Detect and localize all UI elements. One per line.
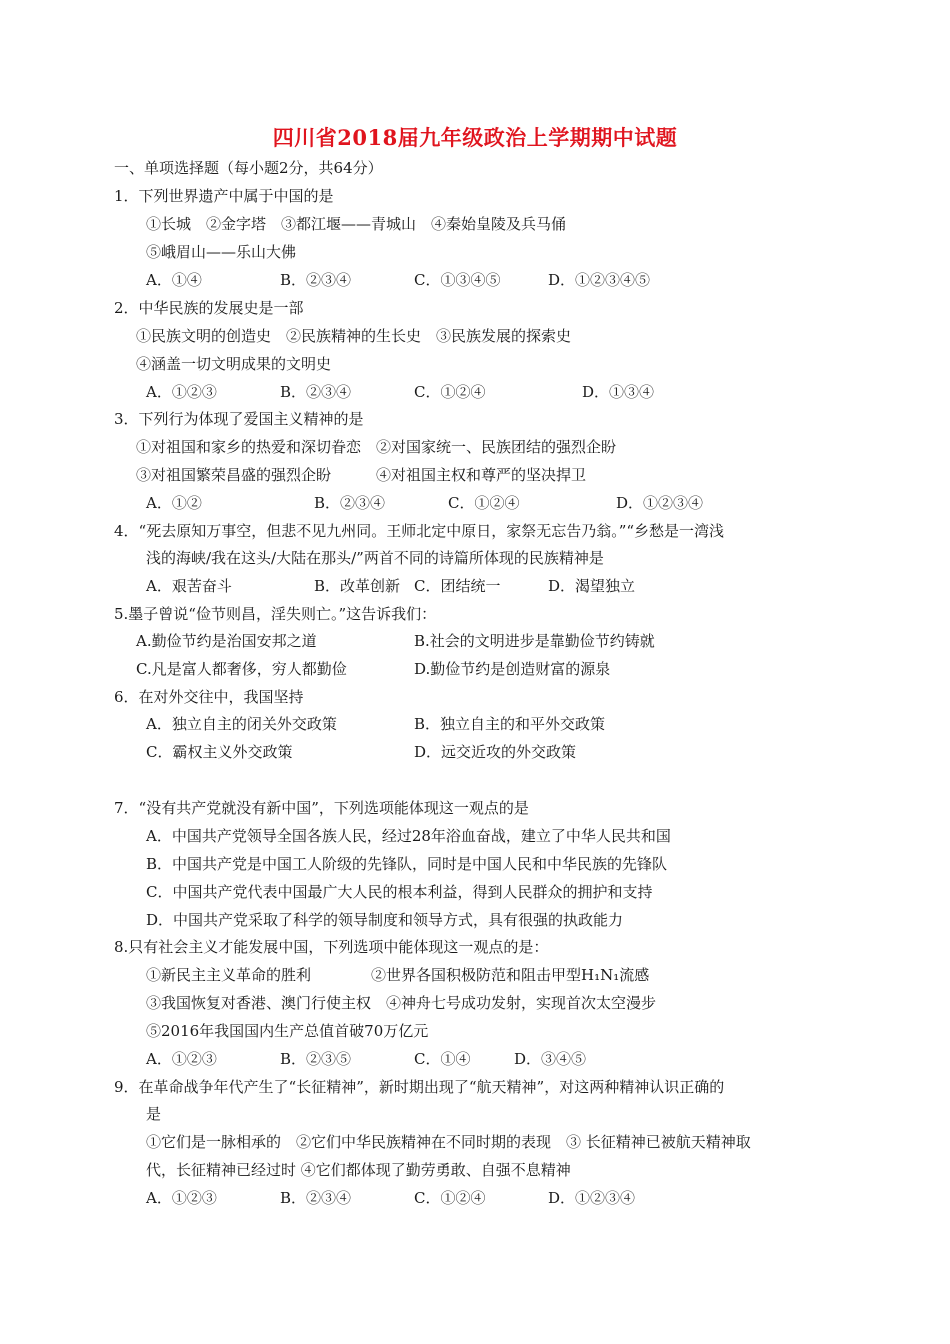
question-9-option-c: C．①②④ (414, 1189, 486, 1207)
question-3-stem: 3．下列行为体现了爱国主义精神的是 (114, 410, 364, 428)
question-2-option-c: C．①②④ (414, 383, 486, 401)
question-1-option-d: D．①②③④⑤ (548, 271, 651, 289)
question-9-option-d: D．①②③④ (548, 1189, 636, 1207)
question-3-items-line2: ③对祖国繁荣昌盛的强烈企盼 ④对祖国主权和尊严的坚决捍卫 (136, 466, 587, 484)
question-9-items-line1: ①它们是一脉相承的 ②它们中华民族精神在不同时期的表现 ③ 长征精神已被航天精神取 (146, 1133, 751, 1151)
question-6-option-d: D．远交近攻的外交政策 (414, 743, 577, 761)
question-5-option-d: D.勤俭节约是创造财富的源泉 (414, 660, 611, 678)
question-9-stem-line2: 是 (146, 1105, 162, 1123)
question-1-items-line2: ⑤峨眉山——乐山大佛 (146, 243, 297, 261)
question-8-option-d: D．③④⑤ (514, 1050, 587, 1068)
question-5-option-b: B.社会的文明进步是靠勤俭节约铸就 (414, 632, 655, 650)
question-9-option-a: A．①②③ (146, 1189, 217, 1207)
question-4-stem-line1: 4．“死去原知万事空，但悲不见九州同。王师北定中原日，家祭无忘告乃翁。”“乡愁是一湾浅 (114, 522, 725, 540)
question-8-items-line1: ①新民主主义革命的胜利 ②世界各国积极防范和阻击甲型H₁N₁流感 (146, 966, 650, 984)
question-6-option-a: A．独立自主的闭关外交政策 (146, 715, 337, 733)
question-1-stem: 1．下列世界遗产中属于中国的是 (114, 187, 334, 205)
question-1-items-line1: ①长城 ②金字塔 ③都江堰——青城山 ④秦始皇陵及兵马俑 (146, 215, 567, 233)
question-8-items-line2: ③我国恢复对香港、澳门行使主权 ④神舟七号成功发射，实现首次太空漫步 (146, 994, 657, 1012)
question-8-option-c: C．①④ (414, 1050, 471, 1068)
question-5-option-a: A.勤俭节约是治国安邦之道 (136, 632, 317, 650)
question-6-option-c: C．霸权主义外交政策 (146, 743, 293, 761)
question-2-option-b: B．②③④ (280, 383, 352, 401)
question-4-option-c: C．团结统一 (414, 577, 501, 595)
question-2-items-line1: ①民族文明的创造史 ②民族精神的生长史 ③民族发展的探索史 (136, 327, 572, 345)
question-4-stem-line2: 浅的海峡/我在这头/大陆在那头/”两首不同的诗篇所体现的民族精神是 (146, 549, 604, 567)
question-9-option-b: B．②③④ (280, 1189, 352, 1207)
question-4-option-b: B．改革创新 (314, 577, 401, 595)
question-1-option-b: B．②③④ (280, 271, 352, 289)
question-5-stem: 5.墨子曾说“俭节则昌，淫失则亡。”这告诉我们： (114, 605, 437, 623)
question-8-option-a: A．①②③ (146, 1050, 217, 1068)
question-1-option-c: C．①③④⑤ (414, 271, 501, 289)
question-4-option-a: A．艰苦奋斗 (146, 577, 232, 595)
question-3-option-a: A．①② (146, 494, 202, 512)
question-2-option-a: A．①②③ (146, 383, 217, 401)
question-9-stem-line1: 9．在革命战争年代产生了“长征精神”，新时期出现了“航天精神”，对这两种精神认识正确的 (114, 1078, 725, 1096)
question-4-option-d: D．渴望独立 (548, 577, 636, 595)
question-2-stem: 2．中华民族的发展史是一部 (114, 299, 304, 317)
question-9-items-line2: 代，长征精神已经过时 ④它们都体现了勤劳勇敢、自强不息精神 (146, 1161, 571, 1179)
section-heading: 一、单项选择题（每小题2分，共64分） (114, 159, 383, 177)
question-2-items-line2: ④涵盖一切文明成果的文明史 (136, 355, 332, 373)
question-1-option-a: A．①④ (146, 271, 202, 289)
question-5-option-c: C.凡是富人都奢侈，穷人都勤俭 (136, 660, 347, 678)
question-8-option-b: B．②③⑤ (280, 1050, 352, 1068)
question-7-option-c: C．中国共产党代表中国最广大人民的根本利益，得到人民群众的拥护和支持 (146, 883, 653, 901)
question-6-stem: 6．在对外交往中，我国坚持 (114, 688, 304, 706)
question-6-option-b: B．独立自主的和平外交政策 (414, 715, 606, 733)
question-7-option-a: A．中国共产党领导全国各族人民，经过28年浴血奋战，建立了中华人民共和国 (146, 827, 671, 845)
question-3-option-b: B．②③④ (314, 494, 386, 512)
question-8-stem: 8.只有社会主义才能发展中国，下列选项中能体现这一观点的是： (114, 938, 549, 956)
page-title: 四川省2018届九年级政治上学期期中试题 (272, 125, 678, 150)
question-7-option-d: D．中国共产党采取了科学的领导制度和领导方式，具有很强的执政能力 (146, 911, 624, 929)
question-3-option-d: D．①②③④ (616, 494, 704, 512)
question-2-option-d: D．①③④ (582, 383, 655, 401)
question-3-option-c: C．①②④ (448, 494, 520, 512)
question-7-stem: 7．“没有共产党就没有新中国”，下列选项能体现这一观点的是 (114, 799, 529, 817)
question-7-option-b: B．中国共产党是中国工人阶级的先锋队，同时是中国人民和中华民族的先锋队 (146, 855, 668, 873)
question-8-items-line3: ⑤2016年我国国内生产总值首破70万亿元 (146, 1022, 429, 1040)
question-3-items-line1: ①对祖国和家乡的热爱和深切眷恋 ②对国家统一、民族团结的强烈企盼 (136, 438, 617, 456)
